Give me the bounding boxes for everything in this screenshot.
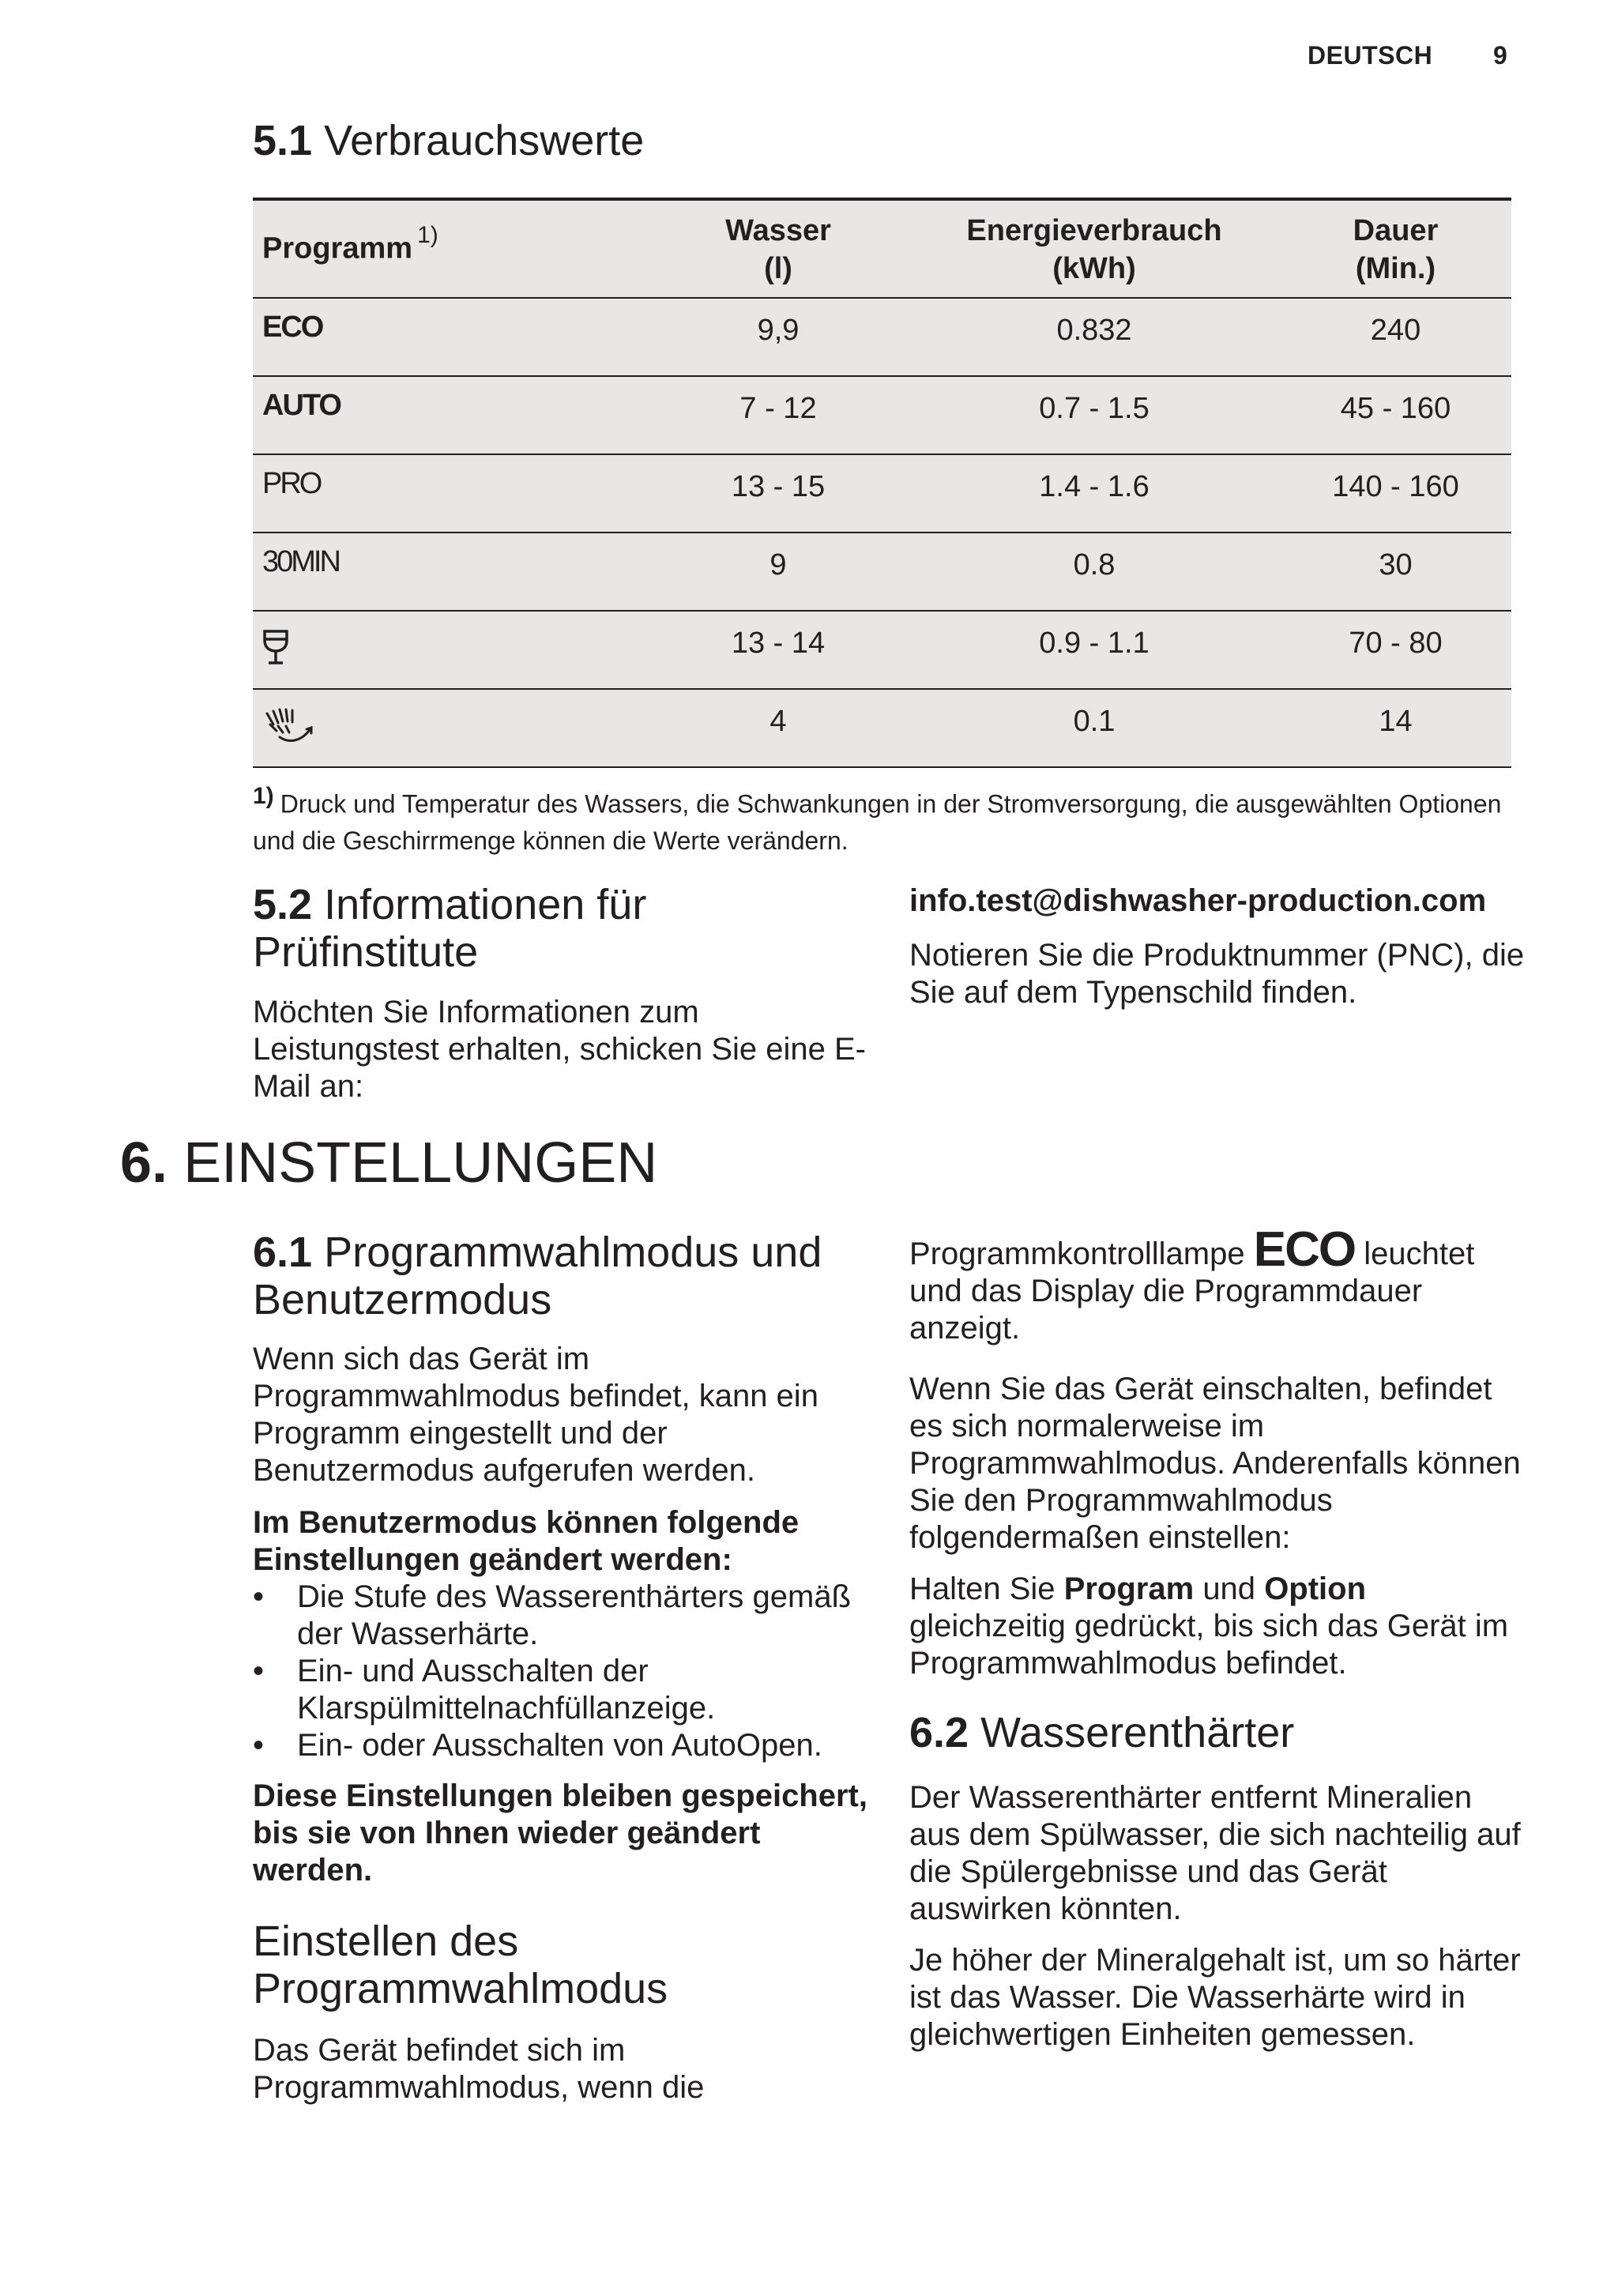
- section-title: Verbrauchswerte: [324, 117, 645, 164]
- section-6-1-intro: Wenn sich das Gerät im Programmwahlmodus befindet, kann ein Programm eingestellt und der Benutzermodus aufgerufen werden.: [253, 1342, 818, 1488]
- section-5-2-heading: [253, 881, 869, 976]
- eco-symbol: ECO: [1253, 1222, 1356, 1277]
- section-6-2-heading: [909, 1709, 1526, 1756]
- page-number: 9: [1493, 41, 1508, 70]
- program-rinse: [253, 690, 648, 766]
- contact-email[interactable]: info.test@dishwasher-production.com: [909, 883, 1487, 918]
- header-language: DEUTSCH: [1308, 41, 1433, 70]
- cell-energy: 0.7 - 1.5: [1039, 392, 1150, 425]
- header-duration: Dauer (Min.): [1353, 214, 1439, 285]
- program-pro: PRO: [262, 467, 321, 500]
- cell-energy: 0.1: [1073, 705, 1116, 738]
- table-row: [253, 455, 1511, 533]
- section-title: Programmwahlmodus und Benutzermodus: [253, 1229, 822, 1323]
- section-title: Informationen für Prüfinstitute: [253, 881, 647, 976]
- cell-duration: 30: [1379, 548, 1413, 582]
- program-mode-paragraph: Wenn Sie das Gerät einschalten, befindet es sich normalerweise im Programmwahlmodus. Anderenfalls können Sie den Programmwahlmodus folgendermaßen einstellen:: [909, 1372, 1521, 1555]
- program-glass: [253, 612, 648, 688]
- chapter-title: EINSTELLUNGEN: [183, 1131, 658, 1195]
- pnc-note: Notieren Sie die Produktnummer (PNC), die Sie auf dem Typenschild finden.: [909, 938, 1525, 1010]
- program-button-label: Program: [1063, 1571, 1195, 1606]
- cell-water: 7 - 12: [739, 392, 817, 425]
- cell-water: 13 - 15: [731, 470, 826, 503]
- header-water: Wasser (l): [725, 214, 831, 285]
- table-header-row: [253, 198, 1511, 299]
- consumption-table: [253, 198, 1511, 768]
- cell-water: 4: [769, 705, 787, 738]
- cell-duration: 240: [1370, 314, 1421, 347]
- water-softener-paragraph-1: Der Wasserenthärter entfernt Mineralien aus dem Spülwasser, die sich nachteilig auf die Spülergebnisse und das Gerät auswirken könnten.: [909, 1780, 1521, 1926]
- list-item: • Die Stufe des Wasserenthärters gemäß der Wasserhärte.: [253, 1579, 869, 1653]
- program-auto: AUTO: [262, 389, 341, 422]
- program-30min: 30MIN: [262, 545, 339, 578]
- table-row: [253, 533, 1511, 612]
- subsection-heading: Einstellen des Programmwahlmodus: [253, 1918, 668, 2012]
- subsection-text: Das Gerät befindet sich im Programmwahlmodus, wenn die: [253, 2033, 705, 2105]
- header-program: Programm $^{1)}$: [262, 222, 438, 265]
- chapter-number: 6.: [120, 1131, 168, 1195]
- cell-water: 9: [769, 548, 787, 582]
- rinse-spray-icon: [262, 721, 318, 754]
- cell-energy: 0.9 - 1.1: [1039, 627, 1150, 660]
- footnote-marker: 1): [253, 783, 274, 809]
- cell-duration: 140 - 160: [1332, 470, 1459, 503]
- table-row: [253, 299, 1511, 377]
- section-5-2-text: Möchten Sie Informationen zum Leistungstest erhalten, schicken Sie eine E-Mail an:: [253, 995, 866, 1104]
- table-row: [253, 612, 1511, 690]
- chapter-6-heading: [120, 1131, 657, 1195]
- saved-settings-note: Diese Einstellungen bleiben gespeichert, bis sie von Ihnen wieder geändert werden.: [253, 1778, 867, 1888]
- cell-duration: 45 - 160: [1340, 392, 1451, 425]
- program-eco: ECO: [262, 311, 323, 344]
- cell-energy: 1.4 - 1.6: [1039, 470, 1150, 503]
- section-6-1-heading: [253, 1229, 869, 1323]
- cell-energy: 0.8: [1073, 548, 1116, 582]
- cell-duration: 70 - 80: [1349, 627, 1443, 660]
- water-softener-paragraph-2: Je höher der Mineralgehalt ist, um so härter ist das Wasser. Die Wasserhärte wird in gleichwertigen Einheiten gemessen.: [909, 1943, 1521, 2052]
- section-number: 5.2: [253, 881, 313, 928]
- wine-glass-icon: [262, 639, 289, 672]
- section-number: 6.1: [253, 1229, 313, 1276]
- option-button-label: Option: [1264, 1571, 1367, 1606]
- section-5-1-heading: [253, 117, 644, 164]
- list-item: • Ein- oder Ausschalten von AutoOpen.: [253, 1727, 869, 1764]
- cell-energy: 0.832: [1056, 314, 1132, 347]
- user-mode-list-heading: Im Benutzermodus können folgende Einstellungen geändert werden:: [253, 1505, 800, 1577]
- eco-lamp-paragraph: Programmkontrolllampe ECO leuchtet und das Display die Programmdauer anzeigt.: [909, 1222, 1475, 1346]
- table-row: [253, 690, 1511, 768]
- section-title: Wasserenthärter: [980, 1709, 1295, 1756]
- cell-water: 13 - 14: [731, 627, 826, 660]
- section-number: 6.2: [909, 1709, 969, 1756]
- hold-buttons-paragraph: Halten Sie Program und Option gleichzeitig gedrückt, bis sich das Gerät im Programmwahlmodus befindet.: [909, 1571, 1509, 1681]
- list-item: • Ein- und Ausschalten der Klarspülmittelnachfüllanzeige.: [253, 1653, 869, 1727]
- section-number: 5.1: [253, 117, 313, 164]
- table-footnote: $^{1)}$ Druck und Temperatur des Wassers, die Schwankungen in der Stromversorgung, die ausgewählten Optionen und die Geschirrmenge können die Werte verändern.: [253, 783, 1502, 855]
- footnote-ref: 1): [417, 222, 438, 248]
- cell-duration: 14: [1379, 705, 1413, 738]
- user-mode-settings-list: [253, 1579, 869, 1764]
- cell-water: 9,9: [757, 314, 800, 347]
- table-row: [253, 377, 1511, 455]
- header-energy: Energieverbrauch (kWh): [966, 214, 1222, 285]
